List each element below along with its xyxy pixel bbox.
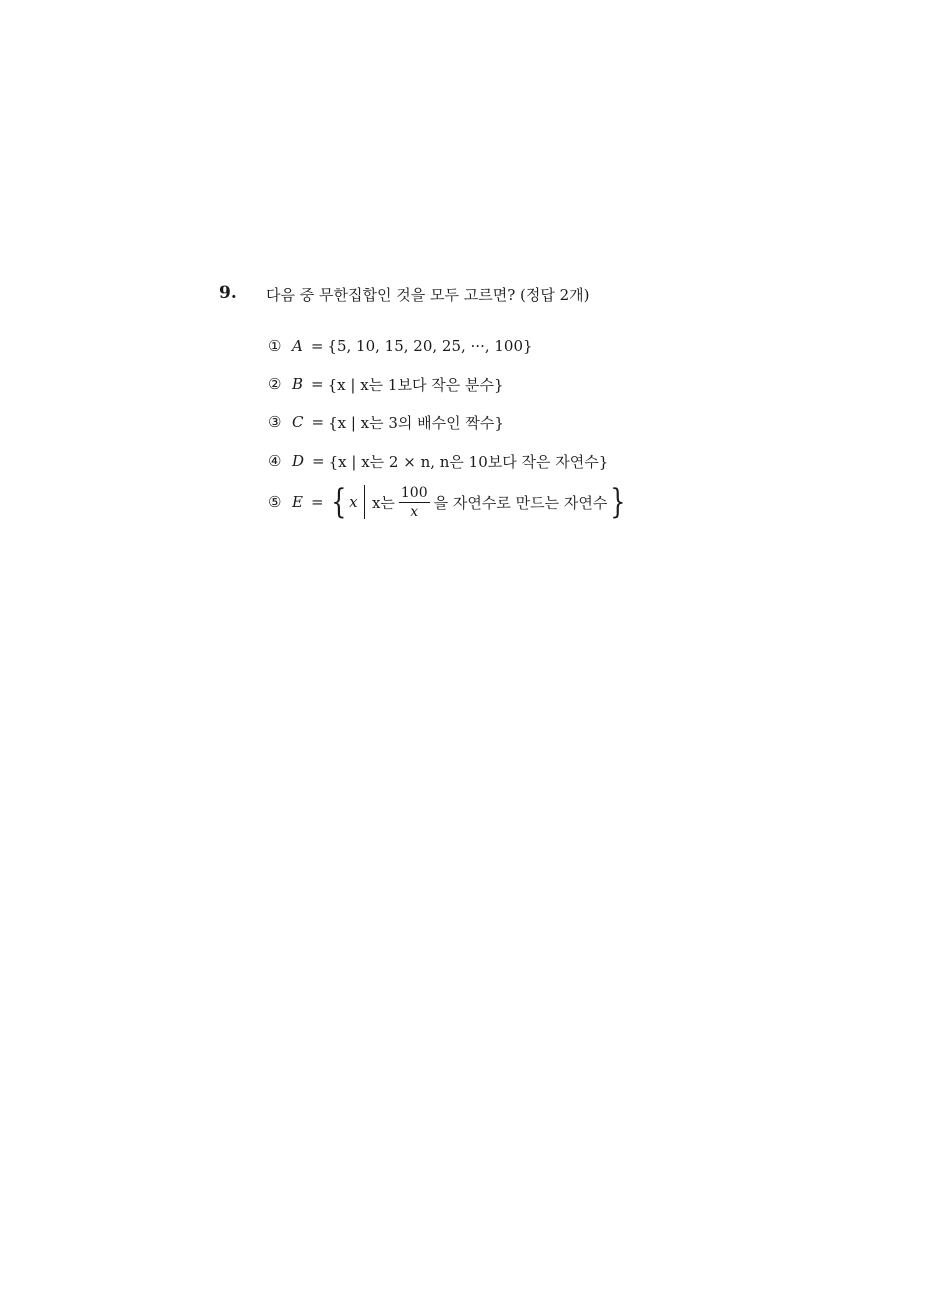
set-body: {x | x는 1보다 작은 분수} — [327, 375, 504, 394]
choice-2[interactable] — [268, 372, 503, 396]
question-number: 9. — [219, 283, 237, 303]
choice-1[interactable] — [268, 334, 533, 358]
right-brace: } — [610, 482, 626, 522]
fraction-numerator: 100 — [400, 484, 428, 501]
equals-sign: = — [312, 452, 325, 470]
condition-bar — [364, 485, 365, 519]
choice-marker: ① — [268, 337, 282, 355]
equals-sign: = — [311, 375, 324, 393]
set-name: C — [292, 413, 304, 431]
set-name: B — [292, 375, 304, 393]
set-body: {x | x는 3의 배수인 짝수} — [328, 413, 504, 432]
set-body: {x | x는 2 × n, n은 10보다 작은 자연수} — [328, 452, 609, 471]
equals-sign: = — [310, 493, 324, 511]
set-name: E — [292, 493, 303, 511]
choice-marker: ④ — [268, 452, 282, 470]
set-name: D — [292, 452, 305, 470]
question-text: 다음 중 무한집합인 것을 모두 고르면? (정답 2개) — [266, 286, 590, 304]
choice-marker: ② — [268, 375, 282, 393]
set-body: {5, 10, 15, 20, 25, ···, 100} — [327, 337, 533, 355]
set-variable: x — [349, 493, 358, 511]
fraction-denominator: x — [410, 503, 419, 520]
choice-4[interactable] — [268, 449, 608, 473]
equals-sign: = — [311, 413, 325, 431]
choice-5[interactable] — [268, 482, 629, 522]
condition-suffix: 을 자연수로 만드는 자연수 — [433, 493, 608, 512]
left-brace: { — [330, 482, 346, 522]
choice-marker: ⑤ — [268, 493, 282, 511]
set-name: A — [292, 337, 303, 355]
condition-prefix: x는 — [371, 493, 395, 512]
choice-3[interactable] — [268, 410, 504, 434]
equals-sign: = — [310, 337, 324, 355]
choice-marker: ③ — [268, 413, 282, 431]
fraction — [399, 486, 430, 519]
